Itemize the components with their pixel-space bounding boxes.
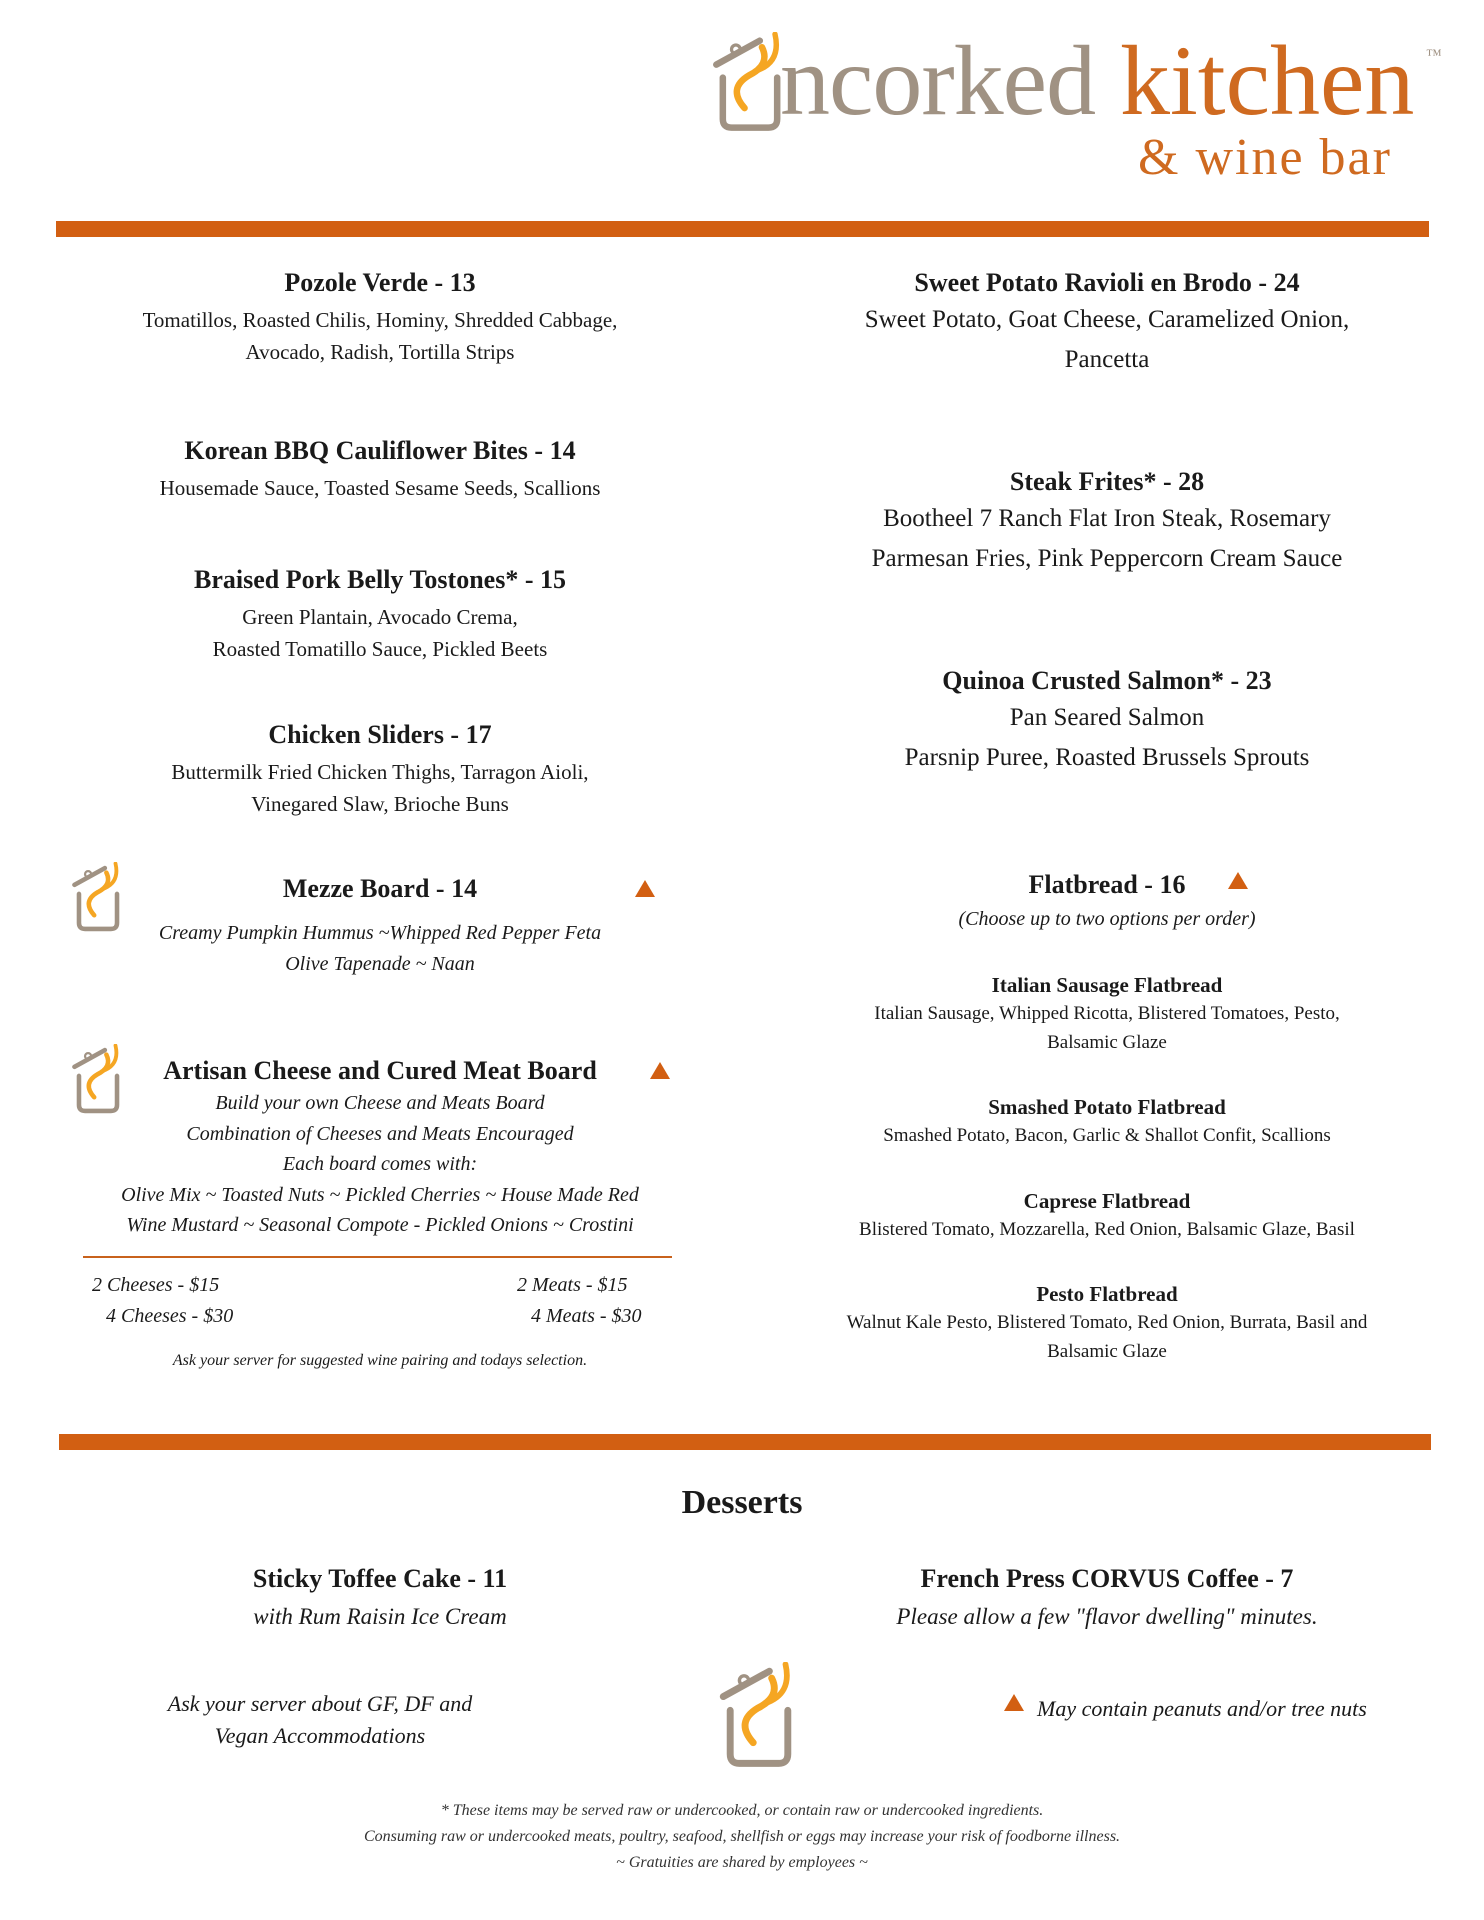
- artisan-note: Ask your server for suggested wine pairing and todays selection.: [172, 1352, 588, 1369]
- item-desc: Roasted Tomatillo Sauce, Pickled Beets: [212, 637, 548, 661]
- item-desc: Pan Seared Salmon: [1009, 704, 1205, 731]
- logo-trademark: ™: [1426, 47, 1442, 64]
- option-desc: Walnut Kale Pesto, Blistered Tomato, Red Onion, Burrata, Basil and: [846, 1312, 1368, 1333]
- flatbread-option: [780, 971, 1434, 1057]
- item-title: Sticky Toffee Cake - 11: [252, 1564, 508, 1593]
- item-desc: Housemade Sauce, Toasted Sesame Seeds, Scallions: [159, 476, 601, 500]
- option-desc: Balsamic Glaze: [1047, 1032, 1167, 1053]
- item-desc: Creamy Pumpkin Hummus ~Whipped Red Pepper Feta: [158, 922, 602, 944]
- price-2-meats: 2 Meats - $15: [517, 1274, 628, 1296]
- option-desc: Italian Sausage, Whipped Ricotta, Blistered Tomatoes, Pesto,: [874, 1003, 1340, 1024]
- option-desc: Smashed Potato, Bacon, Garlic & Shallot Confit, Scallions: [883, 1125, 1331, 1146]
- item-desc: Avocado, Radish, Tortilla Strips: [245, 340, 515, 364]
- item-desc: Combination of Cheeses and Meats Encouraged: [186, 1122, 574, 1145]
- flatbread-option: [780, 1187, 1434, 1244]
- price-2-cheeses: 2 Cheeses - $15: [92, 1274, 220, 1296]
- menu-item-ravioli: [780, 268, 1434, 380]
- item-title: Chicken Sliders - 17: [268, 720, 492, 749]
- item-title: Pozole Verde - 13: [284, 268, 476, 297]
- option-title: Pesto Flatbread: [1036, 1282, 1178, 1306]
- desserts-divider: [59, 1434, 1431, 1450]
- flatbread-option: [780, 1093, 1434, 1150]
- footer-line: Consuming raw or undercooked meats, poultry, seafood, shellfish or eggs may increase your risk of foodborne illness.: [363, 1828, 1121, 1845]
- allergen-triangle-icon: [635, 880, 655, 897]
- item-title: Korean BBQ Cauliflower Bites - 14: [184, 436, 576, 465]
- logo: [700, 25, 1460, 198]
- allergen-triangle-icon: [1004, 1694, 1024, 1711]
- allergen-note: May contain peanuts and/or tree nuts: [1037, 1696, 1367, 1721]
- item-desc: Build your own Cheese and Meats Board: [215, 1092, 545, 1114]
- footer-disclaimer: [0, 1798, 1484, 1876]
- menu-item-artisan-board: [60, 1056, 700, 1241]
- item-desc: Tomatillos, Roasted Chilis, Hominy, Shredded Cabbage,: [142, 308, 618, 332]
- item-desc: Pancetta: [1064, 346, 1150, 373]
- footer-line: * These items may be served raw or undercooked, or contain raw or undercooked ingredients.: [440, 1802, 1044, 1819]
- note-line: Vegan Accommodations: [214, 1723, 426, 1748]
- option-desc: Blistered Tomato, Mozzarella, Red Onion, Balsamic Glaze, Basil: [859, 1219, 1355, 1240]
- item-title: Sweet Potato Ravioli en Brodo - 24: [914, 268, 1300, 297]
- menu-item-chicken-sliders: [60, 720, 700, 820]
- item-title: French Press CORVUS Coffee - 7: [920, 1564, 1294, 1593]
- note-line: Ask your server about GF, DF and: [167, 1691, 473, 1716]
- logo-tagline: & wine bar: [1138, 129, 1392, 186]
- option-desc: Balsamic Glaze: [1047, 1341, 1167, 1362]
- item-desc: Each board comes with:: [282, 1153, 478, 1175]
- option-title: Caprese Flatbread: [1023, 1189, 1191, 1213]
- dessert-coffee: [780, 1564, 1434, 1633]
- item-title: Mezze Board - 14: [282, 874, 478, 903]
- allergen-triangle-icon: [1228, 872, 1248, 889]
- accommodations-note: [120, 1688, 520, 1752]
- footer-line: ~ Gratuities are shared by employees ~: [616, 1854, 868, 1871]
- menu-item-pozole: [60, 268, 700, 368]
- item-desc: Olive Tapenade ~ Naan: [285, 952, 475, 975]
- item-desc: Sweet Potato, Goat Cheese, Caramelized Onion,: [864, 306, 1350, 333]
- price-4-meats: 4 Meats - $30: [531, 1305, 642, 1327]
- dessert-sticky-toffee: [60, 1564, 700, 1633]
- item-desc: Vinegared Slaw, Brioche Buns: [251, 792, 509, 816]
- option-title: Smashed Potato Flatbread: [988, 1095, 1226, 1119]
- flatbread-option: [780, 1280, 1434, 1366]
- item-title: Artisan Cheese and Cured Meat Board: [163, 1056, 597, 1085]
- item-desc: Bootheel 7 Ranch Flat Iron Steak, Rosemary: [883, 505, 1331, 532]
- pot-icon: [714, 1662, 804, 1768]
- logo-word-uncorked: ncorked: [780, 25, 1096, 136]
- flatbread-note: (Choose up to two options per order): [958, 908, 1256, 930]
- menu-item-salmon: [780, 666, 1434, 778]
- item-title: Flatbread - 16: [1028, 870, 1186, 899]
- item-desc: with Rum Raisin Ice Cream: [253, 1604, 507, 1629]
- desserts-heading: Desserts: [681, 1484, 803, 1521]
- item-desc: Buttermilk Fried Chicken Thighs, Tarragon Aioli,: [171, 760, 589, 784]
- price-4-cheeses: 4 Cheeses - $30: [106, 1305, 234, 1327]
- allergen-triangle-icon: [650, 1062, 670, 1079]
- menu-item-pork-belly: [60, 565, 700, 665]
- option-title: Italian Sausage Flatbread: [991, 973, 1223, 997]
- logo-word-kitchen: kitchen: [1120, 25, 1415, 136]
- artisan-divider: [83, 1256, 672, 1258]
- item-desc: Parsnip Puree, Roasted Brussels Sprouts: [904, 744, 1310, 771]
- menu-item-mezze: [60, 874, 700, 979]
- menu-item-flatbread: [780, 870, 1434, 935]
- item-desc: Green Plantain, Avocado Crema,: [242, 605, 518, 629]
- item-title: Steak Frites* - 28: [1009, 467, 1205, 496]
- item-desc: Please allow a few "flavor dwelling" minutes.: [896, 1604, 1318, 1629]
- pot-logo-icon: [710, 32, 790, 132]
- item-title: Quinoa Crusted Salmon* - 23: [942, 666, 1272, 695]
- item-includes: Olive Mix ~ Toasted Nuts ~ Pickled Cherries ~ House Made Red: [121, 1183, 639, 1206]
- top-divider: [56, 221, 1429, 237]
- menu-item-steak-frites: [780, 467, 1434, 579]
- menu-item-korean-bbq: [60, 436, 700, 504]
- item-title: Braised Pork Belly Tostones* - 15: [194, 565, 566, 594]
- item-includes: Wine Mustard ~ Seasonal Compote - Pickled Onions ~ Crostini: [126, 1214, 634, 1236]
- item-desc: Parmesan Fries, Pink Peppercorn Cream Sauce: [871, 545, 1343, 572]
